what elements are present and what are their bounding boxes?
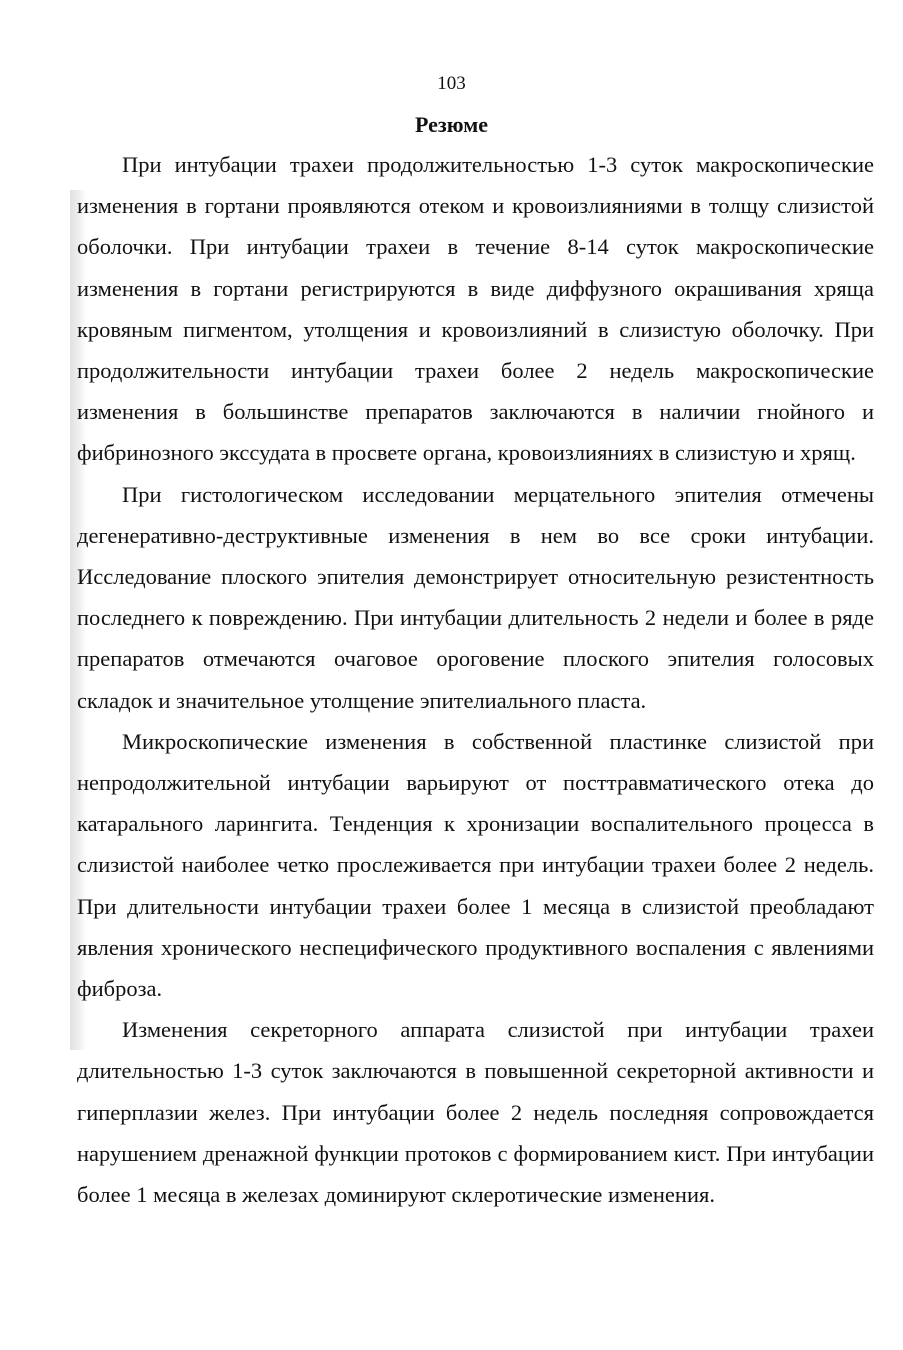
paragraph-macroscopic: При интубации трахеи продолжительностью 1-3 суток макроскопические изменения в гортани проявляются отеком и кровоизлияниями в толщу слизистой оболочки. При интубации трахеи в течение 8-14 суток макроскопические изменения в гортани регистрируются в виде диффузного окрашивания хряща кровяным пигментом, утолщения и кровоизлияний в слизистую оболочку. При продолжительности интубации трахеи более 2 недель макроскопические изменения в большинстве препаратов заключаются в наличии гнойного и фибринозного экссудата в просвете органа, кровоизлияниях в слизистую и хрящ. xyxy=(77,152,874,466)
section-title: Резюме xyxy=(414,112,489,137)
paragraph-secretory: Изменения секреторного аппарата слизистой при интубации трахеи длительностью 1-3 суток заключаются в повышенной секреторной активности и гиперплазии желез. При интубации более 2 недель последняя сопровождается нарушением дренажной функции протоков с формированием кист. При интубации более 1 месяца в железах доминируют склеротические изменения. xyxy=(77,1017,874,1208)
paragraph-histology: При гистологическом исследовании мерцательного эпителия отмечены дегенеративно-деструктивные изменения в нем во все сроки интубации. Исследование плоского эпителия демонстрирует относительную резистентность последнего к повреждению. При интубации длительность 2 недели и более в ряде препаратов отмечаются очаговое ороговение плоского эпителия голосовых складок и значительное утолщение эпителиального пласта. xyxy=(77,481,874,713)
document-body xyxy=(77,144,874,1215)
page-number: 103 xyxy=(437,73,466,94)
paragraph-microscopic: Микроскопические изменения в собственной пластинке слизистой при непродолжительной интубации варьируют от посттравматического отека до катарального ларингита. Тенденция к хронизации воспалительного процесса в слизистой наиболее четко прослеживается при интубации трахеи более 2 недель. При длительности интубации трахеи более 1 месяца в слизистой преобладают явления хронического неспецифического продуктивного воспаления с явлениями фиброза. xyxy=(77,728,874,1002)
